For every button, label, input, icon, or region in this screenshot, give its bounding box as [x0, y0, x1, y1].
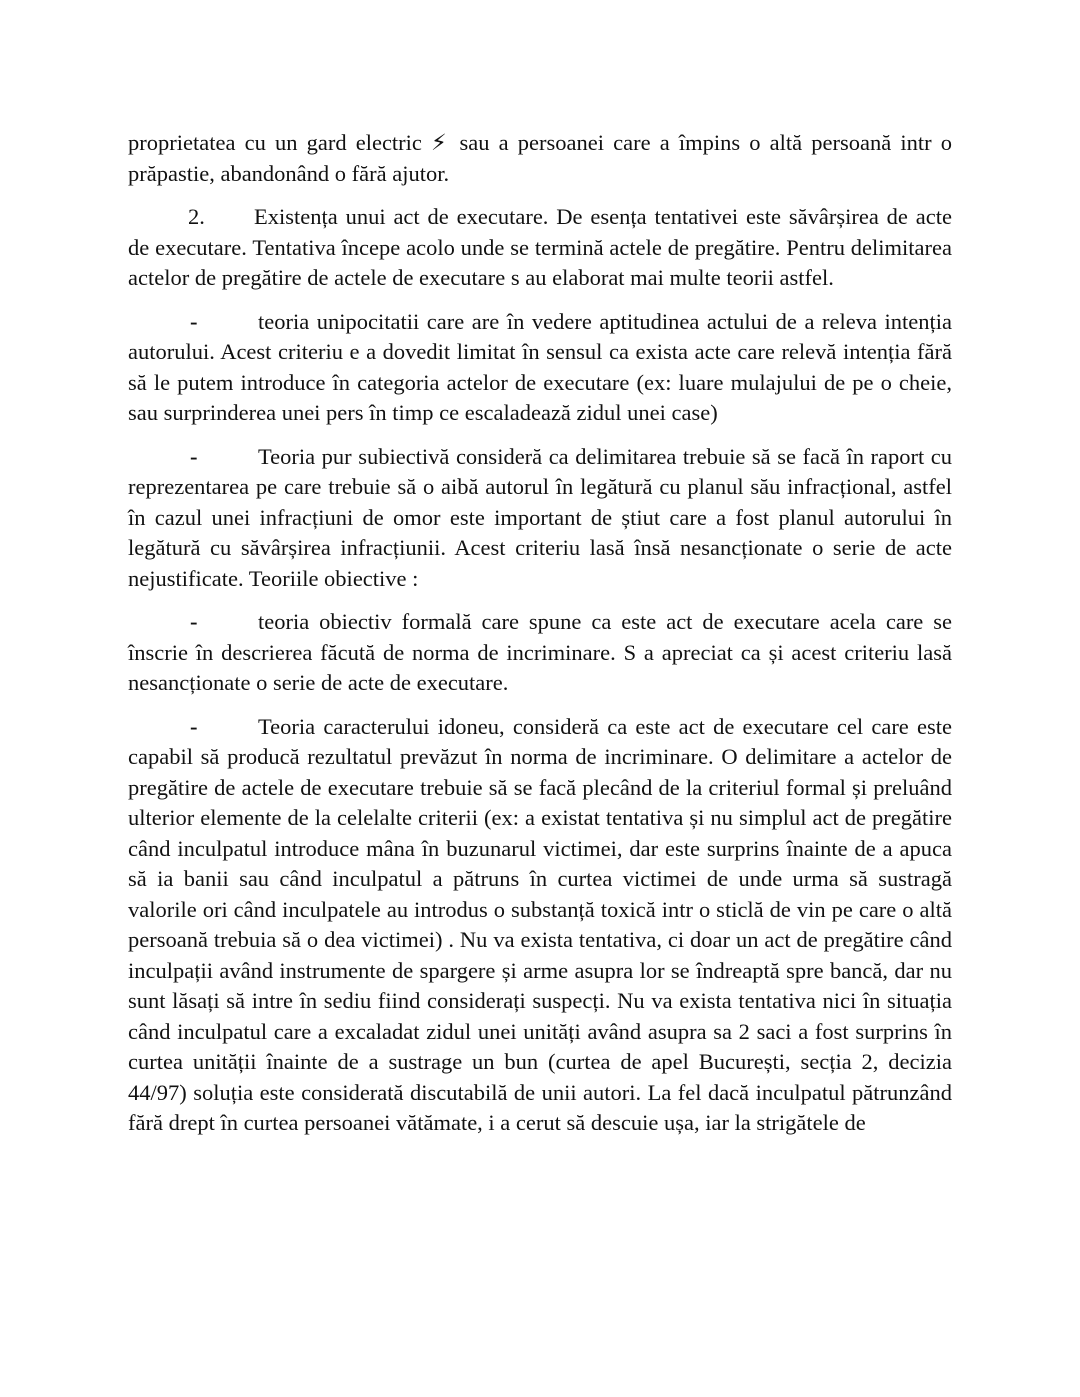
paragraph-theory-unipocitatii [128, 307, 952, 429]
paragraph-number: 2. [188, 204, 205, 229]
paragraph-theory-idoneous [128, 712, 952, 1139]
paragraph-point-2 [128, 202, 952, 294]
paragraph-text: teoria obiectiv formală care spune ca este act de executare acela care se înscrie în descrierea făcută de norma de incriminare. S a apreciat ca și acest criteriu lasă nesancționate o serie de acte de executare. [128, 609, 952, 695]
bullet-dash: - [190, 713, 198, 739]
bullet-dash: - [190, 443, 198, 469]
paragraph-text: Existența unui act de executare. De esența tentativei este săvârșirea de acte de executare. Tentativa începe acolo unde se termină actele de pregătire. Pentru delimitarea actelor de pregătire de actele de executare s au elaborat mai multe teorii astfel. [128, 204, 952, 290]
paragraph-text: Teoria caracterului idoneu, consideră ca este act de executare cel care este capabil să producă rezultatul prevăzut în norma de incriminare. O delimitare a actelor de pregătire de actele de executare trebuie să se facă plecând de la criteriul formal și preluând ulterior elemente de la celelalte criterii (ex: a existat tentativa și nu simplul act de pregătire când inculpatul introduce mâna în buzunarul victimei, dar este surprins înainte de a apuca să ia banii sau când inculpatul a pătruns în curtea victimei de unde urma să sustragă valorile ori când inculpatele au introdus o substanță toxică intr o sticlă de vin pe care o altă persoană trebuia să o dea victimei) . Nu va exista tentativa, ci doar un act de pregătire când inculpații având instrumente de spargere și arme asupra lor se îndreaptă spre bancă, dar nu sunt lăsați să intre în sediu fiind considerați suspecți. Nu va exista tentativa nici în situația când inculpatul care a excaladat zidul unei unități având asupra sa 2 saci a fost surprins în curtea unității înainte de a sustrage un bun (curtea de apel București, secția 2, decizia 44/97) soluția este considerată discutabilă de unii autori. La fel dacă inculpatul pătrunzând fără drept în curtea persoanei vătămate, i a cerut să descuie ușa, iar la strigătele de [128, 713, 952, 1135]
paragraph-intro [128, 128, 952, 189]
paragraph-text: proprietatea cu un gard electric ⚡︎ sau a persoanei care a împins o altă persoană intr o prăpastie, abandonând o fără ajutor. [128, 130, 952, 186]
paragraph-text: Teoria pur subiectivă consideră ca delimitarea trebuie să se facă în raport cu reprezentarea pe care trebuie să o aibă autorul în legătură cu planul său infracțional, astfel în cazul unei infracțiuni de omor este important de știut care a fost planul autorului în legătură cu săvârșirea infracțiunii. Acest criteriu lasă însă nesancționate o serie de acte nejustificate. Teoriile obiective : [128, 443, 952, 591]
paragraph-theory-objective-formal [128, 607, 952, 699]
paragraph-theory-subjective [128, 442, 952, 595]
bullet-dash: - [190, 308, 198, 334]
bullet-dash: - [190, 609, 198, 634]
document-page [128, 128, 952, 1152]
paragraph-text: teoria unipocitatii care are în vedere aptitudinea actului de a releva intenția autorului. Acest criteriu e a dovedit limitat în sensul ca exista acte care relevă intenția fără să le putem introduce în categoria actelor de executare (ex: luare mulajului de pe o cheie, sau surprinderea unei pers în timp ce escaladează zidul unei case) [128, 308, 952, 425]
